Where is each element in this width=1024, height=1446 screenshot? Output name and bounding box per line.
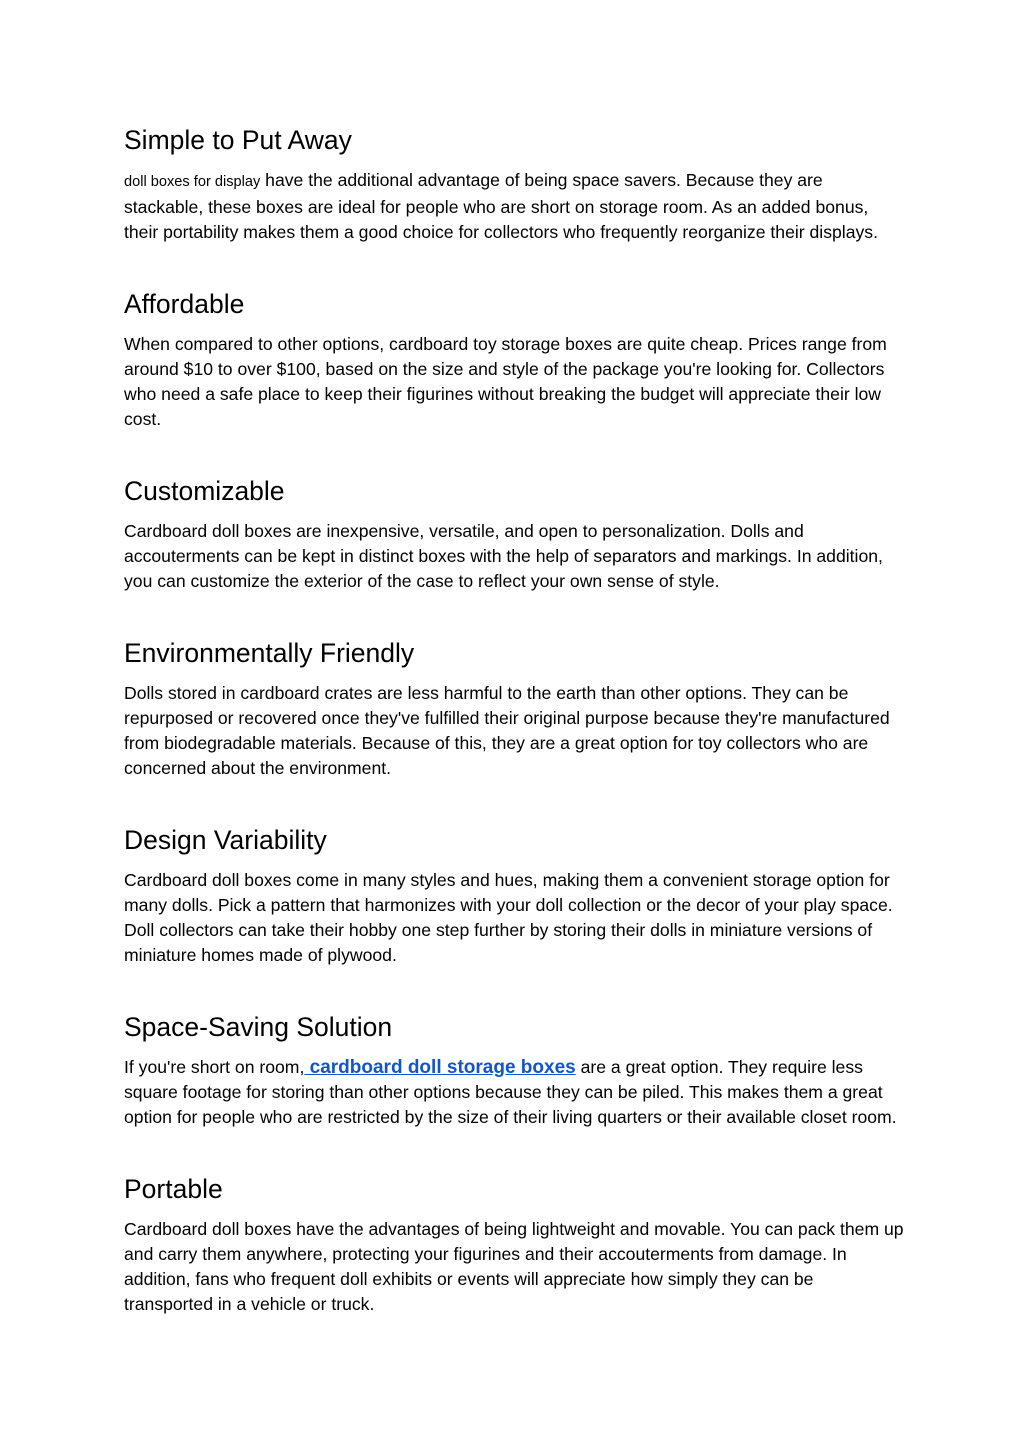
lead-text: doll boxes for display <box>124 174 261 190</box>
section-heading: Design Variability <box>124 825 327 855</box>
paragraph-text-after-link: are a great option. They require less square footage for storing than other options because they can be piled. This makes them a great option for people who are restricted by the size of their living quarters or their available closet room. <box>124 1057 897 1127</box>
section-heading: Space-Saving Solution <box>124 1012 393 1042</box>
section-heading: Environmentally Friendly <box>124 638 415 668</box>
section-heading: Affordable <box>124 289 245 319</box>
section-paragraph: When compared to other options, cardboard toy storage boxes are quite cheap. Prices range from around $10 to over $100, based on the size and style of the package you're looking for. Collectors who need a safe place to keep their figurines without breaking the budget will appreciate their low cost. <box>124 334 887 429</box>
section-simple-to-put-away <box>124 122 904 245</box>
section-paragraph: Dolls stored in cardboard crates are less harmful to the earth than other options. They can be repurposed or recovered once they've fulfilled their original purpose because they're manufactured from biodegradable materials. Because of this, they are a great option for toy collectors who are concerned about the environment. <box>124 683 890 778</box>
section-paragraph: Cardboard doll boxes are inexpensive, versatile, and open to personalization. Dolls and accouterments can be kept in distinct boxes with the help of separators and markings. In addition, you can customize the exterior of the case to reflect your own sense of style. <box>124 521 883 591</box>
paragraph-text-before-link: If you're short on room, <box>124 1057 305 1077</box>
paragraph-text: have the additional advantage of being space savers. Because they are stackable, these boxes are ideal for people who are short on storage room. As an added bonus, their portability makes them a good choice for collectors who frequently reorganize their displays. <box>124 170 878 242</box>
document-page <box>124 122 904 1358</box>
section-paragraph: Cardboard doll boxes come in many styles and hues, making them a convenient storage option for many dolls. Pick a pattern that harmonizes with your doll collection or the decor of your play space. Doll collectors can take their hobby one step further by storing their dolls in miniature versions of miniature homes made of plywood. <box>124 870 893 965</box>
section-design-variability <box>124 822 904 968</box>
storage-boxes-link[interactable]: cardboard doll storage boxes <box>304 1057 576 1078</box>
section-environmentally-friendly <box>124 635 904 781</box>
section-affordable <box>124 286 904 432</box>
section-paragraph: Cardboard doll boxes have the advantages of being lightweight and movable. You can pack them up and carry them anywhere, protecting your figurines and their accouterments from damage. In addition, fans who frequent doll exhibits or events will appreciate how simply they can be transported in a vehicle or truck. <box>124 1219 904 1314</box>
section-space-saving-solution <box>124 1009 904 1130</box>
section-heading: Customizable <box>124 476 285 506</box>
section-portable <box>124 1171 904 1317</box>
section-customizable <box>124 473 904 594</box>
section-paragraph <box>124 168 904 245</box>
section-heading: Portable <box>124 1174 223 1204</box>
section-paragraph <box>124 1055 904 1130</box>
section-heading: Simple to Put Away <box>124 125 352 155</box>
